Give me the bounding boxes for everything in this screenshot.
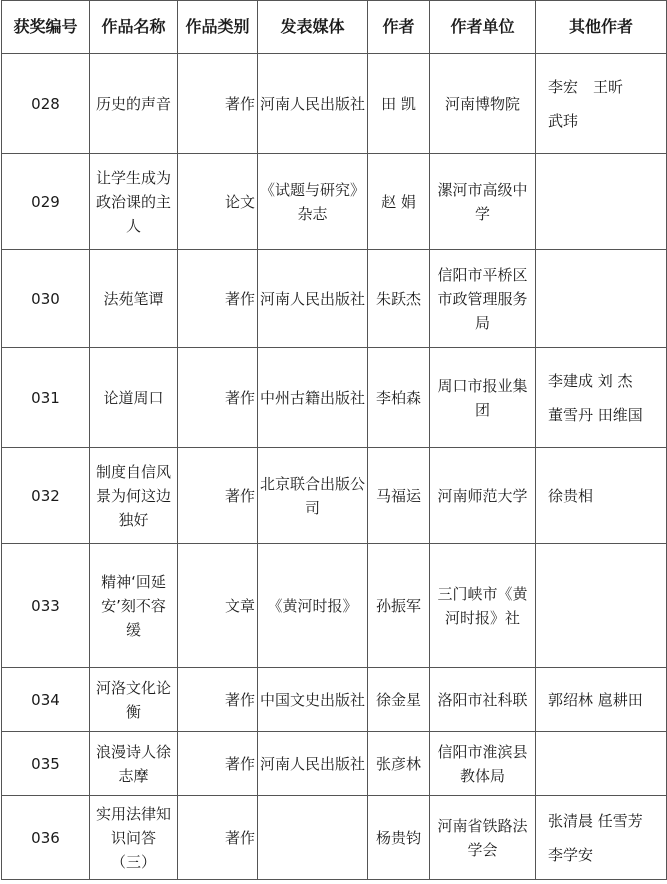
other-author-line: 董雪丹 田维国 bbox=[548, 405, 643, 424]
other-authors-cell bbox=[536, 668, 667, 732]
award-id-cell: 034 bbox=[2, 668, 90, 732]
work-category-cell: 著作 bbox=[178, 250, 258, 348]
work-name-cell: 河洛文化论衡 bbox=[90, 668, 178, 732]
table-row bbox=[2, 732, 667, 796]
other-author-line: 武玮 bbox=[548, 111, 579, 130]
work-category-cell: 著作 bbox=[178, 348, 258, 448]
work-category-cell: 文章 bbox=[178, 544, 258, 668]
media-cell: 《黄河时报》 bbox=[258, 544, 368, 668]
other-author-line: 徐贵相 bbox=[548, 486, 594, 505]
table-row bbox=[2, 348, 667, 448]
work-category-cell: 著作 bbox=[178, 54, 258, 154]
media-cell: 河南人民出版社 bbox=[258, 732, 368, 796]
author-unit-cell: 信阳市淮滨县教体局 bbox=[430, 732, 536, 796]
author-unit-cell: 洛阳市社科联 bbox=[430, 668, 536, 732]
other-author-line: 李学安 bbox=[548, 845, 594, 864]
author-unit-cell: 信阳市平桥区市政管理服务局 bbox=[430, 250, 536, 348]
table-body bbox=[2, 54, 667, 880]
other-author-line: 李建成 刘 杰 bbox=[548, 371, 633, 390]
other-authors-cell bbox=[536, 154, 667, 250]
table-row bbox=[2, 544, 667, 668]
table-row bbox=[2, 448, 667, 544]
author-unit-cell: 漯河市高级中学 bbox=[430, 154, 536, 250]
author-cell: 张彦林 bbox=[368, 732, 430, 796]
work-name-cell: 论道周口 bbox=[90, 348, 178, 448]
table-row bbox=[2, 796, 667, 880]
award-id-cell: 035 bbox=[2, 732, 90, 796]
header-media: 发表媒体 bbox=[258, 1, 368, 54]
work-name-cell: 制度自信风景为何这边独好 bbox=[90, 448, 178, 544]
media-cell bbox=[258, 796, 368, 880]
header-author-unit: 作者单位 bbox=[430, 1, 536, 54]
header-other-authors: 其他作者 bbox=[536, 1, 667, 54]
media-cell: 《试题与研究》杂志 bbox=[258, 154, 368, 250]
other-authors-cell bbox=[536, 732, 667, 796]
other-authors-cell bbox=[536, 544, 667, 668]
work-category-cell: 著作 bbox=[178, 668, 258, 732]
media-cell: 河南人民出版社 bbox=[258, 54, 368, 154]
other-author-line: 李宏 王昕 bbox=[548, 77, 624, 96]
author-cell: 徐金星 bbox=[368, 668, 430, 732]
media-cell: 北京联合出版公司 bbox=[258, 448, 368, 544]
author-cell: 孙振军 bbox=[368, 544, 430, 668]
other-authors-cell bbox=[536, 250, 667, 348]
work-name-cell: 让学生成为政治课的主人 bbox=[90, 154, 178, 250]
work-name-cell: 法苑笔谭 bbox=[90, 250, 178, 348]
header-award-id: 获奖编号 bbox=[2, 1, 90, 54]
other-authors-cell bbox=[536, 448, 667, 544]
other-authors-cell bbox=[536, 796, 667, 880]
table-row bbox=[2, 54, 667, 154]
header-work-category: 作品类别 bbox=[178, 1, 258, 54]
award-id-cell: 032 bbox=[2, 448, 90, 544]
author-cell: 杨贵钧 bbox=[368, 796, 430, 880]
award-id-cell: 033 bbox=[2, 544, 90, 668]
other-author-line: 张清晨 任雪芳 bbox=[548, 811, 643, 830]
work-category-cell: 论文 bbox=[178, 154, 258, 250]
award-id-cell: 028 bbox=[2, 54, 90, 154]
work-name-cell: 精神‘回延安’刻不容缓 bbox=[90, 544, 178, 668]
author-cell: 李柏森 bbox=[368, 348, 430, 448]
media-cell: 河南人民出版社 bbox=[258, 250, 368, 348]
header-work-name: 作品名称 bbox=[90, 1, 178, 54]
author-unit-cell: 河南师范大学 bbox=[430, 448, 536, 544]
author-cell: 马福运 bbox=[368, 448, 430, 544]
work-category-cell: 著作 bbox=[178, 448, 258, 544]
work-category-cell: 著作 bbox=[178, 732, 258, 796]
other-authors-cell bbox=[536, 54, 667, 154]
work-name-cell: 历史的声音 bbox=[90, 54, 178, 154]
table-row bbox=[2, 668, 667, 732]
award-id-cell: 029 bbox=[2, 154, 90, 250]
author-cell: 赵 娟 bbox=[368, 154, 430, 250]
other-authors-cell bbox=[536, 348, 667, 448]
table-header-row bbox=[2, 1, 667, 54]
award-table bbox=[1, 0, 667, 880]
media-cell: 中国文史出版社 bbox=[258, 668, 368, 732]
work-category-cell: 著作 bbox=[178, 796, 258, 880]
author-unit-cell: 河南省铁路法学会 bbox=[430, 796, 536, 880]
author-unit-cell: 周口市报业集团 bbox=[430, 348, 536, 448]
author-cell: 朱跃杰 bbox=[368, 250, 430, 348]
table-row bbox=[2, 250, 667, 348]
media-cell: 中州古籍出版社 bbox=[258, 348, 368, 448]
award-id-cell: 036 bbox=[2, 796, 90, 880]
award-id-cell: 030 bbox=[2, 250, 90, 348]
work-name-cell: 浪漫诗人徐志摩 bbox=[90, 732, 178, 796]
other-author-line: 郭绍林 扈耕田 bbox=[548, 690, 643, 709]
author-unit-cell: 河南博物院 bbox=[430, 54, 536, 154]
author-cell: 田 凯 bbox=[368, 54, 430, 154]
author-unit-cell: 三门峡市《黄河时报》社 bbox=[430, 544, 536, 668]
header-author: 作者 bbox=[368, 1, 430, 54]
work-name-cell: 实用法律知识问答（三） bbox=[90, 796, 178, 880]
table-row bbox=[2, 154, 667, 250]
award-id-cell: 031 bbox=[2, 348, 90, 448]
